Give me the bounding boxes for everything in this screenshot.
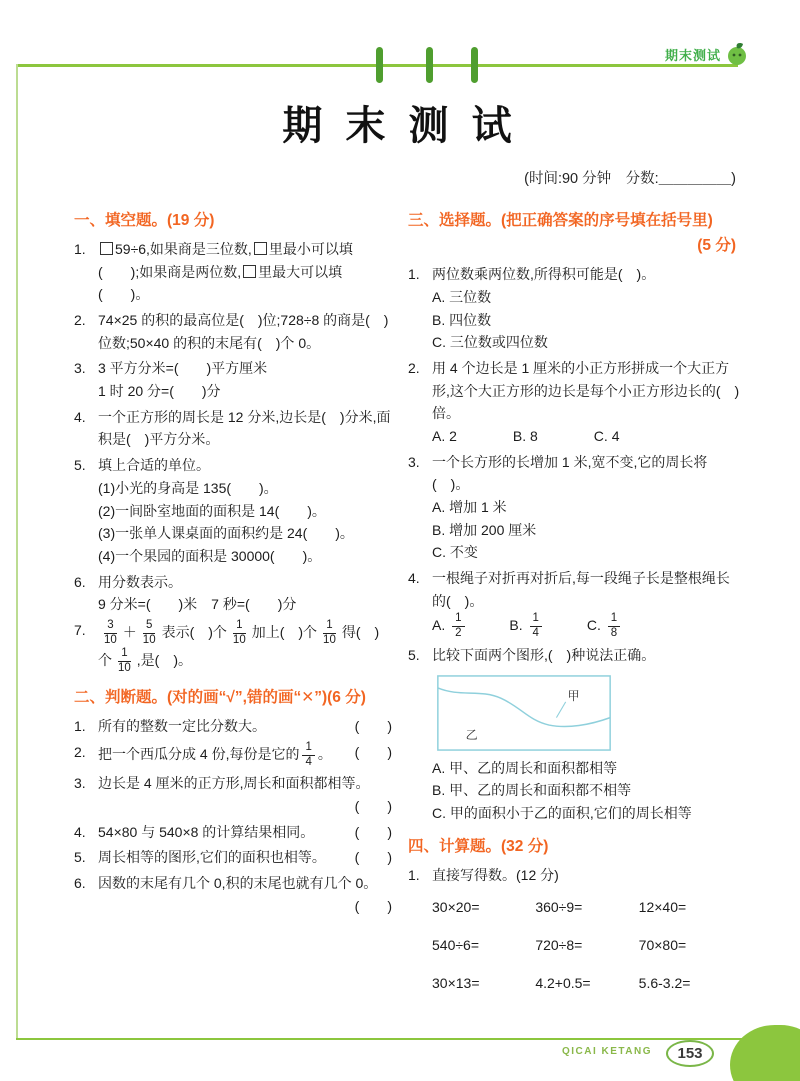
text-run: 因数的末尾有几个 0,积的末尾也就有几个 0。 xyxy=(98,875,378,892)
calc-cell: 12×40= xyxy=(638,899,687,916)
figure-label-jia: 甲 xyxy=(567,688,580,703)
fraction xyxy=(101,619,120,648)
section-title-choice xyxy=(408,208,742,258)
calc-cell: 70×80= xyxy=(638,937,687,954)
section-title-fill-in: 一、填空题。(19 分) xyxy=(74,212,215,229)
question-text xyxy=(98,454,392,567)
text-line: 用分数表示。 xyxy=(98,573,182,590)
column-left xyxy=(74,208,392,1012)
fraction xyxy=(230,619,249,648)
fraction-denominator: 10 xyxy=(232,633,246,646)
option xyxy=(509,612,545,640)
calc-cell: 5.6-3.2= xyxy=(638,974,691,991)
text-run: 周长相等的图形,它们的面积也相等。 xyxy=(98,849,326,866)
question-item xyxy=(408,644,742,825)
option: A. 甲、乙的周长和面积都相等 xyxy=(432,759,618,776)
question-number: 7. xyxy=(74,621,86,638)
calc-cell: 4.2+0.5= xyxy=(535,974,591,991)
question-item xyxy=(74,454,392,567)
fraction-denominator: 10 xyxy=(104,633,117,646)
question-number: 2. xyxy=(74,743,86,760)
page-number-badge xyxy=(666,1040,714,1067)
sub-question: (2)一间卧室地面的面积是 14( )。 xyxy=(98,502,326,519)
fraction xyxy=(320,619,339,648)
text-run: 把一个西瓜分成 4 份,每份是它的 xyxy=(98,745,300,762)
question-item xyxy=(74,619,392,676)
question-number: 1. xyxy=(74,718,86,735)
binder-bar xyxy=(471,47,478,83)
question-number: 4. xyxy=(74,823,86,840)
question-text xyxy=(432,263,742,354)
figure-shapes xyxy=(436,673,612,753)
question-number: 3. xyxy=(408,453,420,470)
question-text xyxy=(98,357,392,402)
question-item xyxy=(74,715,392,738)
question-text xyxy=(432,451,742,564)
question-text: 74×25 的积的最高位是( )位;728÷8 的商是( )位数;50×40 的积的末尾有( )个 0。 xyxy=(98,312,389,351)
fraction xyxy=(608,612,620,641)
question-text xyxy=(98,821,392,844)
calc-cell: 360÷9= xyxy=(535,899,583,916)
fraction-numerator: 1 xyxy=(118,647,130,662)
fraction-numerator: 3 xyxy=(104,619,116,634)
text-run: 所有的整数一定比分数大。 xyxy=(98,718,266,735)
question-item xyxy=(408,567,742,641)
calc-row xyxy=(432,972,742,995)
question-text xyxy=(98,619,392,676)
question-item xyxy=(408,357,742,448)
calc-row xyxy=(432,896,742,919)
option: C. 甲的面积小于乙的面积,它们的周长相等 xyxy=(432,804,692,821)
question-stem: 比较下面两个图形,( )种说法正确。 xyxy=(432,646,656,663)
fraction-numerator: 1 xyxy=(323,619,335,634)
text-run: 边长是 4 厘米的正方形,周长和面积都相等。 xyxy=(98,775,370,792)
answer-bracket: ( ) xyxy=(354,823,392,840)
blank-box xyxy=(254,242,267,255)
fraction-denominator: 10 xyxy=(142,633,156,646)
content-columns xyxy=(0,208,800,1012)
fraction-denominator: 2 xyxy=(455,627,462,640)
figure-label-yi: 乙 xyxy=(465,727,478,742)
fraction xyxy=(140,619,159,648)
corner-decoration xyxy=(730,1025,800,1081)
answer-bracket: ( ) xyxy=(354,798,392,815)
option: A. 三位数 xyxy=(432,288,492,305)
text-line: 9 分米=( )米 7 秒=( )分 xyxy=(98,596,297,613)
fraction-numerator: 1 xyxy=(302,741,314,756)
question-text xyxy=(98,872,392,917)
binder-bar xyxy=(426,47,433,83)
option: C. 三位数或四位数 xyxy=(432,334,548,351)
question-text xyxy=(98,741,392,770)
question-text xyxy=(432,567,742,641)
question-text xyxy=(432,357,742,448)
section-title-points: (5 分) xyxy=(697,237,736,255)
calc-cell: 30×13= xyxy=(432,974,480,991)
question-text xyxy=(98,571,392,616)
question-number: 4. xyxy=(74,408,86,425)
question-text xyxy=(98,772,392,817)
option-label: A. xyxy=(432,617,446,634)
exam-meta: (时间:90 分钟 分数:＿＿＿＿＿) xyxy=(524,171,736,187)
page-title: 期 末 测 试 xyxy=(282,104,518,148)
option xyxy=(432,612,468,640)
option-line: A. 2 B. 8 C. 4 xyxy=(432,427,620,444)
question-item xyxy=(74,357,392,402)
fraction-denominator: 4 xyxy=(305,755,312,768)
calc-grid xyxy=(432,896,742,994)
left-rule xyxy=(16,64,18,1038)
option: B. 四位数 xyxy=(432,311,492,328)
option: C. 不变 xyxy=(432,544,478,561)
question-number: 1. xyxy=(408,266,420,283)
question-item xyxy=(74,846,392,869)
blank-box xyxy=(100,242,113,255)
calc-cell: 540÷6= xyxy=(432,937,480,954)
question-item xyxy=(408,864,742,1010)
fraction-numerator: 5 xyxy=(143,619,155,634)
fraction xyxy=(115,647,134,676)
binder-bar xyxy=(376,47,383,83)
fraction xyxy=(302,741,314,770)
text-run: 。 xyxy=(317,745,332,762)
text-run: 里最大可以填( )。 xyxy=(98,263,343,303)
sub-question: (1)小光的身高是 135( )。 xyxy=(98,479,278,496)
answer-bracket: ( ) xyxy=(354,718,392,735)
figure-container xyxy=(436,673,742,753)
text-run: ＋ xyxy=(122,623,137,640)
fraction-denominator: 10 xyxy=(323,633,336,646)
question-item xyxy=(74,571,392,616)
question-text: 一个正方形的周长是 12 分米,边长是( )分米,面积是( )平方分米。 xyxy=(98,408,391,448)
answer-bracket: ( ) xyxy=(354,849,392,866)
question-number: 5. xyxy=(74,457,86,474)
question-item xyxy=(74,309,392,354)
text-run: 加上( )个 xyxy=(251,623,318,640)
question-number: 3. xyxy=(74,775,86,792)
text-run: 54×80 与 540×8 的计算结果相同。 xyxy=(98,823,315,840)
text-line: 1 时 20 分=( )分 xyxy=(98,383,221,400)
sub-question: (4)一个果园的面积是 30000( )。 xyxy=(98,547,322,564)
option-line xyxy=(432,612,742,641)
mascot-icon xyxy=(726,42,748,66)
question-item xyxy=(74,872,392,917)
question-number: 5. xyxy=(408,646,420,663)
question-item xyxy=(408,263,742,354)
fraction-numerator: 1 xyxy=(452,612,464,627)
fraction-numerator: 1 xyxy=(233,619,245,634)
question-number: 4. xyxy=(408,569,420,586)
blank-box xyxy=(243,265,256,278)
corner-tab-label: 期末测试 xyxy=(664,47,721,63)
question-number: 6. xyxy=(74,875,86,892)
question-number: 1. xyxy=(74,241,86,258)
fraction-denominator: 10 xyxy=(118,662,131,675)
answer-bracket: ( ) xyxy=(354,743,392,760)
fraction xyxy=(452,612,464,641)
question-stem: 两位数乘两位数,所得积可能是( )。 xyxy=(432,266,656,283)
column-right xyxy=(408,208,742,1012)
question-item xyxy=(74,238,392,306)
question-item xyxy=(74,741,392,770)
fraction xyxy=(530,612,542,641)
fraction-denominator: 8 xyxy=(610,627,618,640)
text-line: 3 平方分米=( )平方厘米 xyxy=(98,360,268,377)
question-item xyxy=(74,772,392,817)
page-number: 153 xyxy=(677,1045,703,1062)
question-stem: 一根绳子对折再对折后,每一段绳子长是整根绳长的( )。 xyxy=(432,569,730,609)
footer-brand: QICAI KETANG xyxy=(561,1046,652,1057)
option: A. 增加 1 米 xyxy=(432,498,507,515)
question-stem: 用 4 个边长是 1 厘米的小正方形拼成一个大正方形,这个大正方形的边长是每个小正方形边长的( )倍。 xyxy=(432,359,740,422)
section-title-judgment: 二、判断题。(对的画“√”,错的画“✕”)(6 分) xyxy=(74,689,366,707)
question-number: 3. xyxy=(74,360,86,377)
question-item xyxy=(74,821,392,844)
corner-tab xyxy=(665,42,748,66)
question-number: 5. xyxy=(74,849,86,866)
question-number: 2. xyxy=(74,312,86,329)
calc-row xyxy=(432,934,742,957)
fraction-denominator: 4 xyxy=(532,627,539,640)
question-number: 2. xyxy=(408,359,420,376)
bottom-rule xyxy=(16,1038,760,1040)
section-title-text: 三、选择题。(把正确答案的序号填在括号里) xyxy=(408,212,713,229)
question-text xyxy=(432,864,742,1010)
question-number: 6. xyxy=(74,573,86,590)
question-text xyxy=(98,238,392,306)
question-stem: 一个长方形的长增加 1 米,宽不变,它的周长将( )。 xyxy=(432,453,708,493)
text-run: 里最小可以填( );如果商是两位数, xyxy=(98,241,353,280)
question-number: 1. xyxy=(408,866,420,883)
calc-cell: 720÷8= xyxy=(535,937,583,954)
question-item xyxy=(408,451,742,564)
text-line: 填上合适的单位。 xyxy=(98,457,210,474)
text-run: 表示( )个 xyxy=(161,623,227,640)
fraction-numerator: 1 xyxy=(608,612,620,627)
section-title-calculation: 四、计算题。(32 分) xyxy=(408,837,549,855)
fraction-numerator: 1 xyxy=(530,612,542,627)
question-stem: 直接写得数。(12 分) xyxy=(432,866,559,883)
question-item xyxy=(74,406,392,451)
question-text xyxy=(98,846,392,869)
text-run: 得( )个 xyxy=(98,623,380,669)
text-run: ,是( )。 xyxy=(136,652,193,669)
option-label: C. xyxy=(586,617,601,634)
option: B. 甲、乙的周长和面积都不相等 xyxy=(432,782,632,799)
question-text xyxy=(98,715,392,738)
text-run: 59÷6,如果商是三位数, xyxy=(115,241,252,258)
calc-cell: 30×20= xyxy=(432,899,480,916)
option: B. 增加 200 厘米 xyxy=(432,521,537,538)
option-label: B. xyxy=(509,617,523,634)
answer-bracket: ( ) xyxy=(354,897,392,914)
option xyxy=(586,612,623,640)
question-text xyxy=(432,644,742,825)
sub-question: (3)一张单人课桌面的面积约是 24( )。 xyxy=(98,525,354,542)
